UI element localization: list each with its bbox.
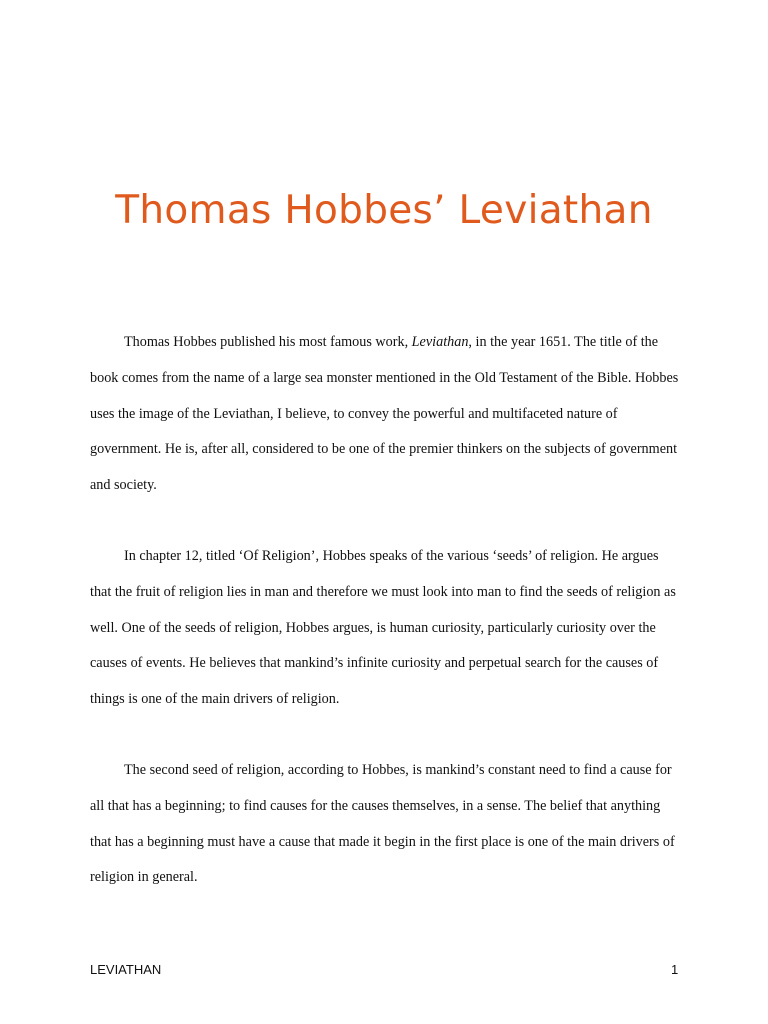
document-title: Thomas Hobbes’ Leviathan [115,188,653,233]
paragraph-1 [90,325,680,504]
paragraph-1-text-start: Thomas Hobbes published his most famous work, [124,334,412,350]
footer-page-number: 1 [671,962,679,977]
paragraph-2: In chapter 12, titled ‘Of Religion’, Hobbes speaks of the various ‘seeds’ of religion. He argues that the fruit of religion lies in man and therefore we must look into man to find the seeds of religion as well. One of the seeds of religion, Hobbes argues, is human curiosity, particularly curiosity over the causes of events. He believes that mankind’s infinite curiosity and perpetual search for the causes of things is one of the main drivers of religion. [90,547,676,708]
book-title-emphasis: Leviathan [411,334,469,350]
footer-running-head: LEVIATHAN [90,962,162,977]
document-body [90,325,680,931]
paragraph-3: The second seed of religion, according to Hobbes, is mankind’s constant need to find a cause for all that has a beginning; to find causes for the causes themselves, in a sense. The belief that anything that has a beginning must have a cause that made it begin in the first place is one of the main drivers of religion in general. [90,761,675,886]
paragraph-1-text-end: , in the year 1651. The title of the book comes from the name of a large sea monster mentioned in the Old Testament of the Bible. Hobbes uses the image of the Leviathan, I believe, to convey the powerful and multifaceted nature of government. He is, after all, considered to be one of the premier thinkers on the subjects of government and society. [90,334,679,494]
